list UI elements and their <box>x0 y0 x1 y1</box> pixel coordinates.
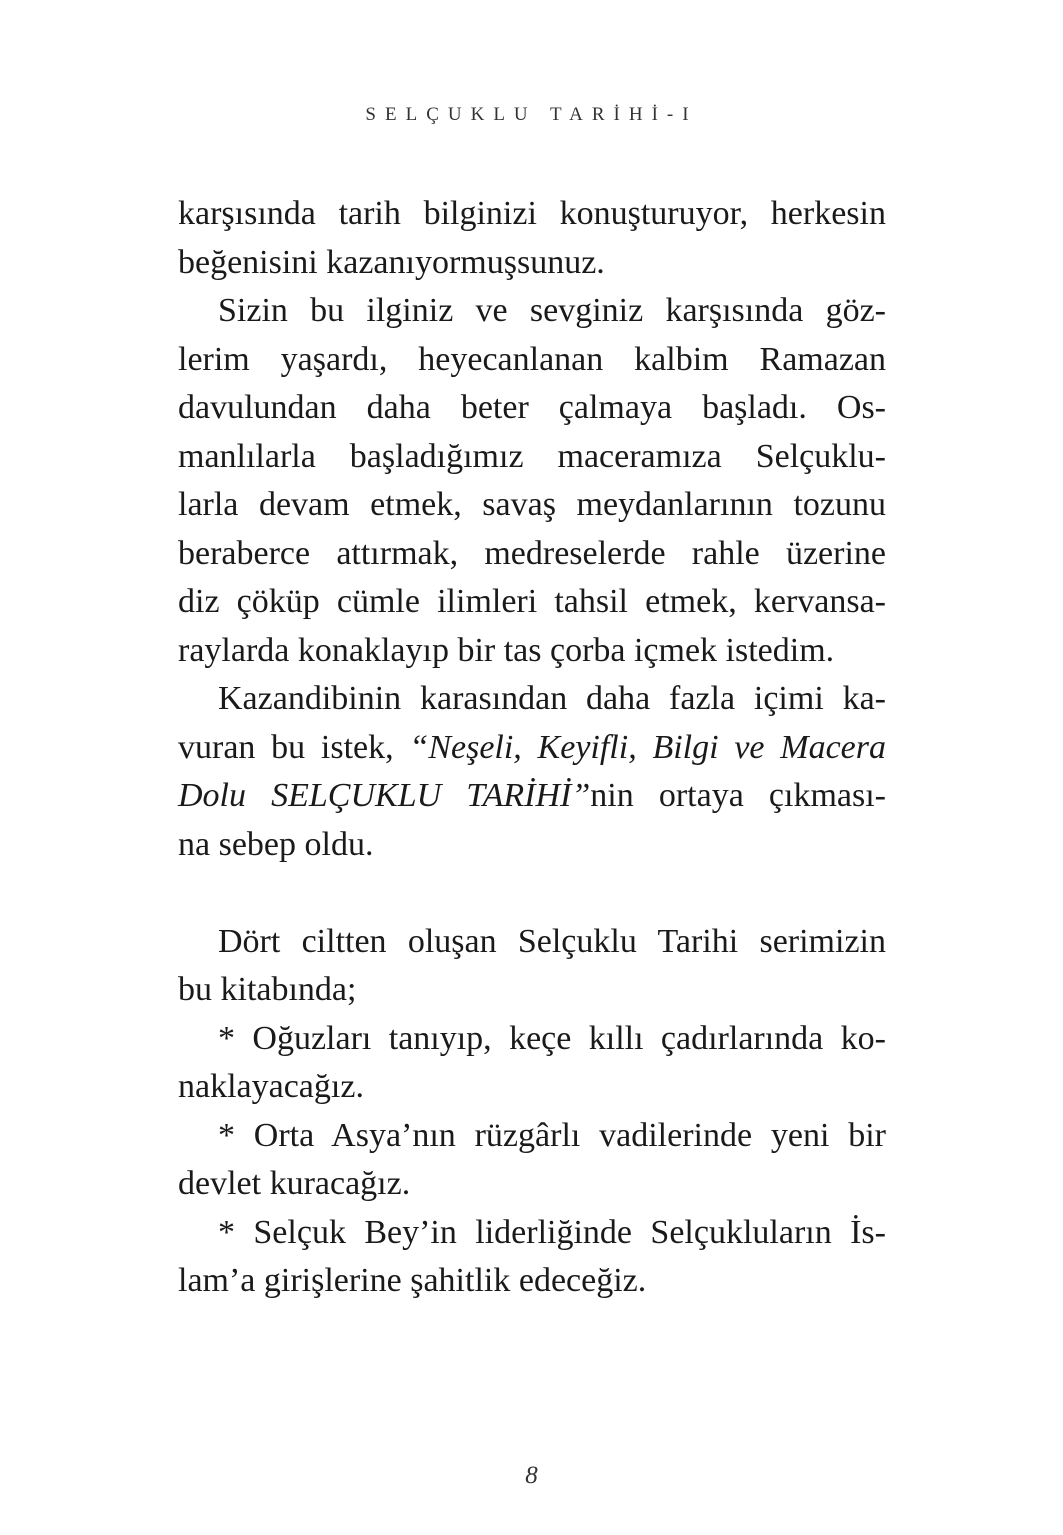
paragraph <box>178 918 886 1015</box>
list-item <box>178 1209 886 1306</box>
text-line: Dört ciltten oluşan Selçuklu Tarihi serimizin <box>218 922 886 960</box>
text-line: naklayacağız. <box>178 1068 364 1105</box>
text-line: diz çöküp cümle ilimleri tahsil etmek, kervansa- <box>178 583 886 620</box>
text-line: na sebep oldu. <box>178 825 374 863</box>
book-title-italic: “Neşeli, Keyifli, Bilgi ve Macera <box>409 728 886 766</box>
body-text <box>178 190 886 1306</box>
paragraph <box>178 190 886 287</box>
text-line: * Oğuzları tanıyıp, keçe kıllı çadırlarında ko- <box>218 1019 886 1057</box>
page-number: 8 <box>525 1462 538 1489</box>
list-item <box>178 1015 886 1112</box>
book-title-italic: Dolu SELÇUKLU TARİHİ” <box>178 777 591 814</box>
paragraph-gap <box>178 869 886 918</box>
text-line <box>178 772 886 821</box>
text-line: lam’a girişlerine şahitlik edeceğiz. <box>178 1262 647 1299</box>
text-line: manlılarla başladığımız maceramıza Selçuklu- <box>178 437 886 475</box>
text-line: beğenisini kazanıyormuşsunuz. <box>178 243 605 281</box>
text-fragment: nin ortaya çıkması- <box>590 777 886 814</box>
text-line: Kazandibinin karasından daha fazla içimi ka- <box>218 680 886 717</box>
text-line: * Orta Asya’nın rüzgârlı vadilerinde yeni bir <box>218 1116 886 1154</box>
running-head: SELÇUKLU TARİHİ-I <box>365 104 698 125</box>
paragraph <box>178 287 886 675</box>
text-line: bu kitabında; <box>178 971 357 1008</box>
text-line: karşısında tarih bilginizi konuşturuyor, herkesin <box>178 195 886 232</box>
text-line: davulundan daha beter çalmaya başladı. Os- <box>178 389 886 426</box>
text-line: lerim yaşardı, heyecanlanan kalbim Ramazan <box>178 340 886 378</box>
text-line: * Selçuk Bey’in liderliğinde Selçukluların İs- <box>218 1213 886 1251</box>
text-line: beraberce attırmak, medreselerde rahle üzerine <box>178 534 886 572</box>
text-line: devlet kuracağız. <box>178 1165 411 1202</box>
list-item <box>178 1112 886 1209</box>
text-line: larla devam etmek, savaş meydanlarının tozunu <box>178 486 886 523</box>
text-line: Sizin bu ilginiz ve sevginiz karşısında göz- <box>218 292 886 329</box>
text-fragment: vuran bu istek, <box>178 728 410 766</box>
text-line <box>178 724 886 773</box>
paragraph <box>178 675 886 869</box>
text-line: raylarda konaklayıp bir tas çorba içmek istedim. <box>178 631 835 669</box>
